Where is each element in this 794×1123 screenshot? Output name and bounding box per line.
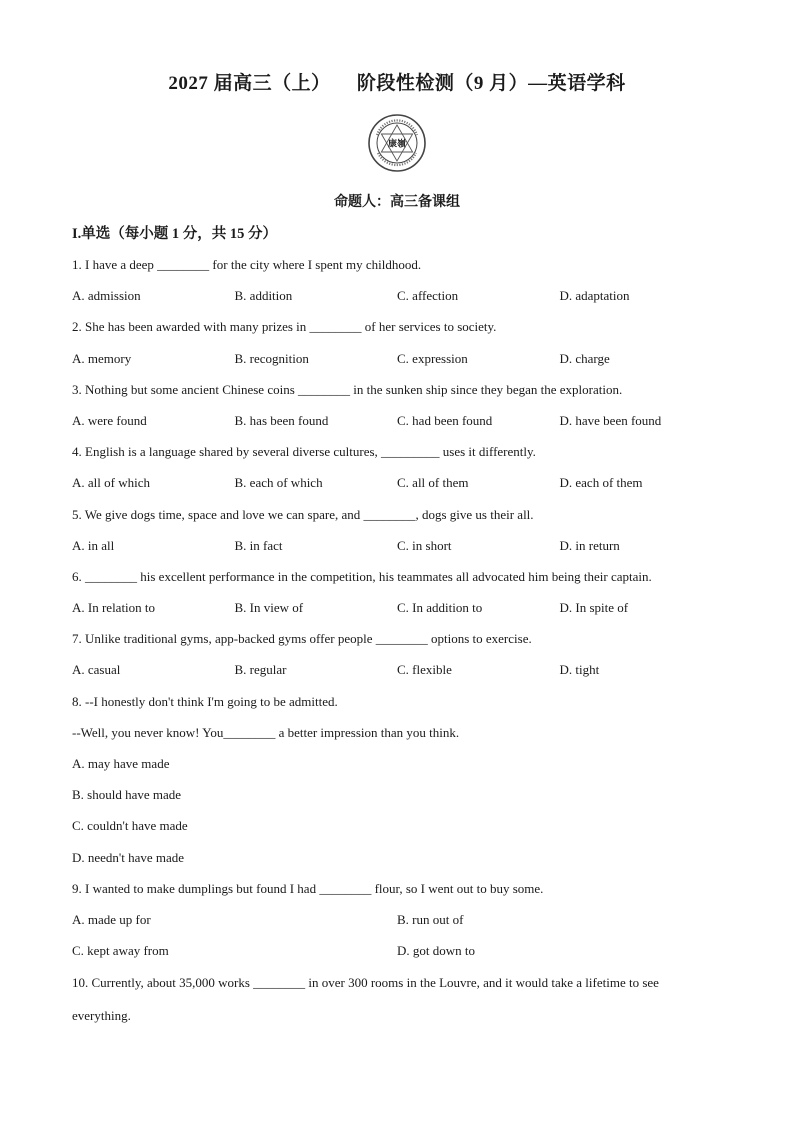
option-c[interactable]: C. couldn't have made	[72, 818, 188, 834]
option-b[interactable]: B. in fact	[234, 537, 283, 553]
option-b[interactable]: B. addition	[234, 288, 293, 304]
exam-author: 命题人：高三备课组	[334, 195, 460, 210]
section-title: I.单选（每小题 1 分，共 15 分）	[72, 226, 278, 242]
option-c[interactable]: C. expression	[397, 350, 468, 366]
school-seal-icon	[367, 113, 427, 173]
option-a[interactable]: A. memory	[72, 350, 132, 366]
option-c[interactable]: C. in short	[397, 537, 452, 553]
option-a[interactable]: A. casual	[72, 662, 121, 678]
option-row	[72, 904, 722, 935]
option-c[interactable]: C. all of them	[397, 475, 469, 491]
option-row	[72, 530, 722, 561]
option-d[interactable]: D. tight	[559, 662, 600, 678]
question-stem: 6. ________ his excellent performance in the competition, his teammates all advocated him being their captain.	[72, 568, 652, 584]
option-b[interactable]: B. each of which	[234, 475, 323, 491]
option-row	[72, 280, 722, 311]
option-a[interactable]: A. In relation to	[72, 600, 156, 616]
option-c[interactable]: C. had been found	[397, 412, 493, 428]
option-d[interactable]: D. In spite of	[559, 600, 629, 616]
question-stem: 7. Unlike traditional gyms, app-backed gyms offer people ________ options to exercise.	[72, 631, 532, 647]
option-d[interactable]: D. each of them	[559, 475, 643, 491]
question-stem: 10. Currently, about 35,000 works ________ in over 300 rooms in the Louvre, and it would take a lifetime to see everything.	[72, 975, 659, 1024]
question-stem: 5. We give dogs time, space and love we can spare, and ________, dogs give us their all.	[72, 506, 534, 522]
option-a[interactable]: A. were found	[72, 412, 147, 428]
option-c[interactable]: C. In addition to	[397, 600, 483, 616]
option-c[interactable]: C. kept away from	[72, 943, 169, 959]
option-b[interactable]: B. regular	[234, 662, 287, 678]
option-row	[72, 467, 722, 498]
option-b[interactable]: B. run out of	[397, 911, 464, 927]
question-stem: 3. Nothing but some ancient Chinese coins ________ in the sunken ship since they began the exploration.	[72, 381, 623, 397]
option-d[interactable]: D. got down to	[397, 943, 475, 959]
question-stem: 2. She has been awarded with many prizes in ________ of her services to society.	[72, 319, 497, 335]
option-a[interactable]: A. may have made	[72, 756, 170, 771]
option-a[interactable]: A. made up for	[72, 911, 151, 927]
exam-title: 2027 届高三（上） 阶段性检测（9 月）—英语学科	[168, 73, 626, 94]
question-stem: 4. English is a language shared by several diverse cultures, _________ uses it differently.	[72, 444, 536, 460]
option-a[interactable]: A. admission	[72, 288, 141, 304]
seal-center-text: 康嶺	[387, 139, 407, 150]
option-b[interactable]: B. recognition	[234, 350, 309, 366]
option-b[interactable]: B. should have made	[72, 787, 182, 803]
option-c[interactable]: C. affection	[397, 288, 459, 304]
option-a[interactable]: A. in all	[72, 537, 115, 553]
question-stem-reply: --Well, you never know! You________ a better impression than you think.	[72, 724, 460, 740]
option-row	[72, 405, 722, 436]
option-a[interactable]: A. all of which	[72, 475, 150, 491]
question-stem: 1. I have a deep ________ for the city where I spent my childhood.	[72, 257, 422, 272]
option-c[interactable]: C. flexible	[397, 662, 452, 678]
option-row	[72, 654, 722, 685]
option-d[interactable]: D. in return	[559, 537, 620, 553]
option-row	[72, 343, 722, 374]
question-stem: 8. --I honestly don't think I'm going to be admitted.	[72, 693, 338, 709]
option-d[interactable]: D. adaptation	[559, 288, 630, 304]
option-d[interactable]: D. charge	[559, 350, 610, 366]
question-stem: 9. I wanted to make dumplings but found I had ________ flour, so I went out to buy some.	[72, 880, 544, 896]
option-row	[72, 592, 722, 623]
option-b[interactable]: B. In view of	[234, 600, 304, 616]
option-d[interactable]: D. needn't have made	[72, 849, 185, 865]
question-list	[72, 249, 722, 1032]
option-b[interactable]: B. has been found	[234, 412, 329, 428]
option-row	[72, 935, 722, 966]
option-d[interactable]: D. have been found	[559, 412, 662, 428]
